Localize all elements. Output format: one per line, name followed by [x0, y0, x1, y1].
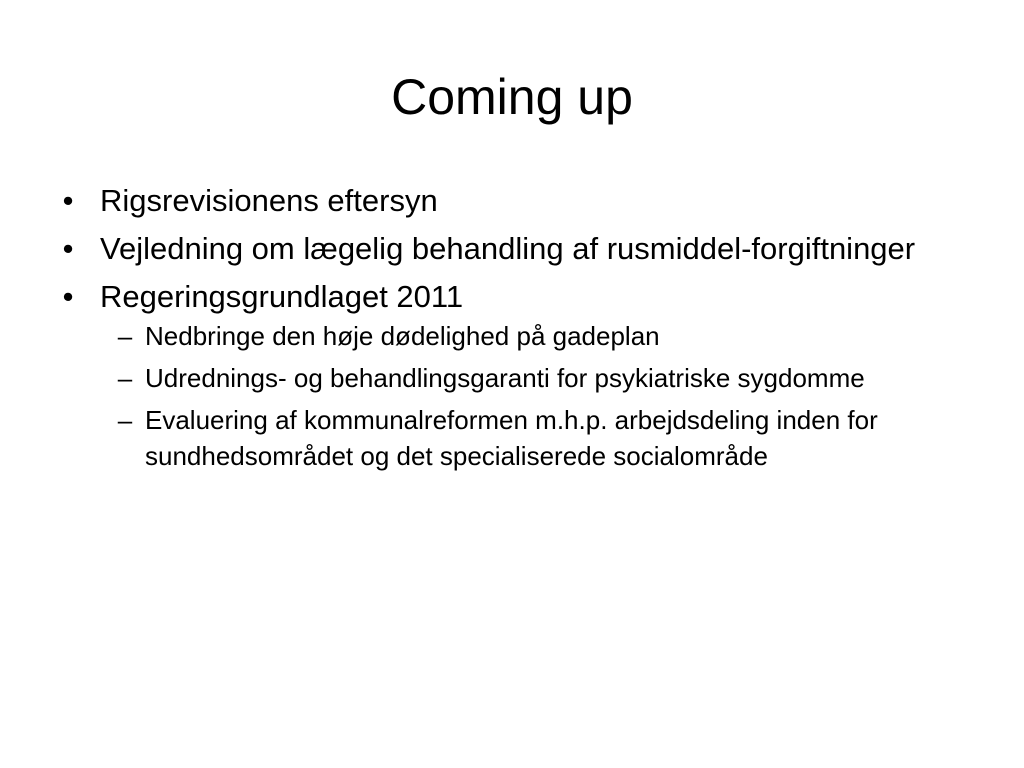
- bullet-marker: •: [62, 183, 74, 218]
- sub-bullet-text: Nedbringe den høje dødelighed på gadeplan: [145, 321, 660, 351]
- bullet-item: [62, 278, 960, 474]
- sub-bullet-item: [117, 402, 975, 474]
- bullet-marker: •: [62, 279, 74, 314]
- bullet-text: Regeringsgrundlaget 2011: [100, 279, 464, 314]
- sub-bullet-list: [100, 318, 960, 474]
- bullet-item: [62, 230, 960, 268]
- sub-bullet-item: [117, 318, 975, 354]
- bullet-text: Vejledning om lægelig behandling af rusmiddel-forgiftninger: [100, 231, 916, 266]
- bullet-item: [62, 182, 960, 220]
- dash-marker: –: [117, 363, 133, 393]
- dash-marker: –: [117, 321, 133, 351]
- bullet-list: [0, 182, 1024, 484]
- bullet-text: Rigsrevisionens eftersyn: [100, 183, 438, 218]
- sub-bullet-item: [117, 360, 975, 396]
- dash-marker: –: [117, 405, 133, 435]
- slide-title: Coming up: [391, 69, 633, 125]
- bullet-marker: •: [62, 231, 74, 266]
- sub-bullet-text: Evaluering af kommunalreformen m.h.p. arbejdsdeling inden for sundhedsområdet og det specialiserede socialområde: [145, 405, 878, 471]
- sub-bullet-text: Udrednings- og behandlingsgaranti for psykiatriske sygdomme: [145, 363, 865, 393]
